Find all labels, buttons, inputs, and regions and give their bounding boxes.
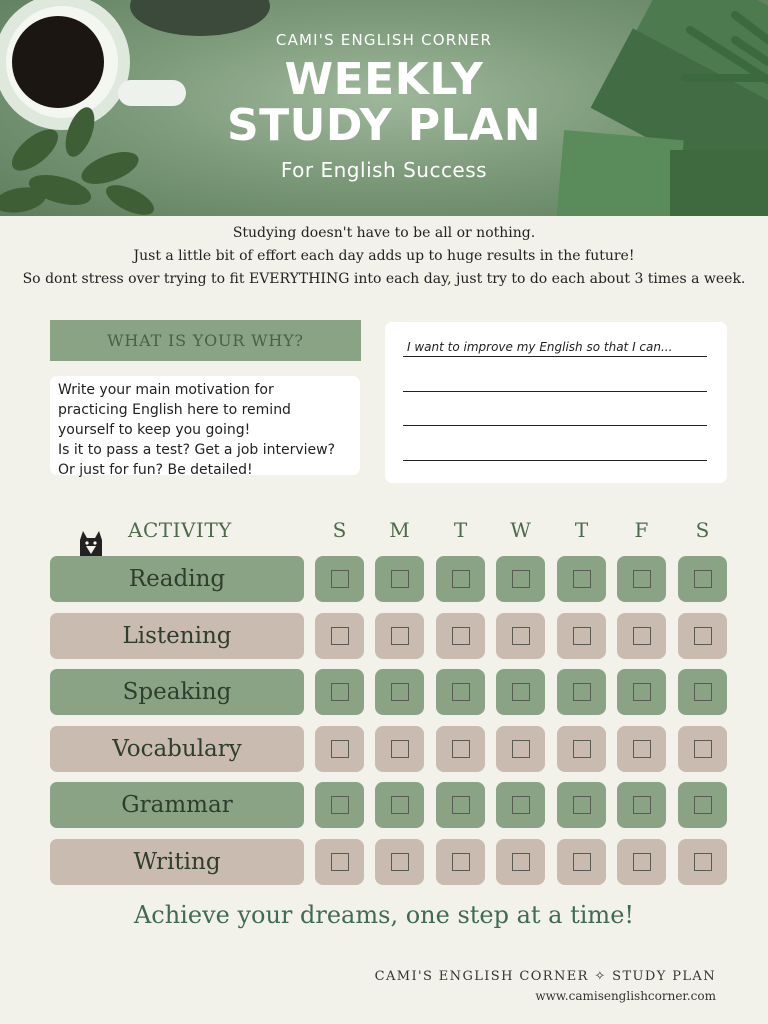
checkbox[interactable]	[573, 683, 591, 701]
activity-label-vocabulary: Vocabulary	[50, 726, 304, 772]
checkbox[interactable]	[391, 796, 409, 814]
subtitle: For English Success	[280, 158, 488, 182]
checkbox[interactable]	[512, 570, 530, 588]
footer-url[interactable]: www.camisenglishcorner.com	[535, 989, 716, 1003]
checkbox[interactable]	[331, 570, 349, 588]
activity-label-reading: Reading	[50, 556, 304, 602]
checkbox-cell-listening-tue[interactable]	[436, 613, 485, 659]
activity-label-grammar: Grammar	[50, 782, 304, 828]
checkbox[interactable]	[512, 627, 530, 645]
checkbox[interactable]	[633, 627, 651, 645]
checkbox-cell-speaking-sun[interactable]	[315, 669, 364, 715]
checkbox[interactable]	[331, 796, 349, 814]
tagline: Achieve your dreams, one step at a time!	[133, 901, 635, 929]
checkbox-cell-vocabulary-mon[interactable]	[375, 726, 424, 772]
checkbox[interactable]	[694, 627, 712, 645]
checkbox-cell-vocabulary-thu[interactable]	[557, 726, 606, 772]
activity-header: ACTIVITY	[128, 518, 232, 542]
checkbox-cell-writing-sun[interactable]	[315, 839, 364, 885]
checkbox-cell-reading-sat[interactable]	[678, 556, 727, 602]
checkbox[interactable]	[331, 627, 349, 645]
checkbox-cell-grammar-fri[interactable]	[617, 782, 666, 828]
checkbox-cell-grammar-sat[interactable]	[678, 782, 727, 828]
checkbox-cell-vocabulary-wed[interactable]	[496, 726, 545, 772]
checkbox[interactable]	[452, 853, 470, 871]
checkbox-cell-speaking-tue[interactable]	[436, 669, 485, 715]
activity-label-speaking: Speaking	[50, 669, 304, 715]
checkbox[interactable]	[633, 740, 651, 758]
header-banner	[0, 0, 768, 216]
checkbox-cell-reading-fri[interactable]	[617, 556, 666, 602]
day-header-sat: S	[695, 518, 710, 542]
intro-line-3: So dont stress over trying to fit EVERYTHING into each day, just try to do each about 3 times a week.	[22, 271, 746, 287]
brand-name: CAMI'S ENGLISH CORNER	[275, 31, 493, 49]
day-header-wed: W	[510, 518, 531, 542]
checkbox[interactable]	[694, 683, 712, 701]
checkbox[interactable]	[391, 683, 409, 701]
why-desc-line: practicing English here to remind	[58, 402, 291, 418]
writing-line[interactable]	[403, 460, 707, 461]
checkbox-cell-speaking-sat[interactable]	[678, 669, 727, 715]
checkbox[interactable]	[391, 570, 409, 588]
day-header-fri: F	[634, 518, 649, 542]
activity-label-writing: Writing	[50, 839, 304, 885]
checkbox-cell-vocabulary-sat[interactable]	[678, 726, 727, 772]
why-desc-line: Is it to pass a test? Get a job interview?	[58, 442, 336, 458]
title-line-1: WEEKLY	[284, 54, 484, 105]
checkbox-cell-grammar-mon[interactable]	[375, 782, 424, 828]
checkbox[interactable]	[331, 853, 349, 871]
checkbox-cell-listening-mon[interactable]	[375, 613, 424, 659]
checkbox[interactable]	[573, 796, 591, 814]
checkbox-cell-writing-sat[interactable]	[678, 839, 727, 885]
checkbox[interactable]	[452, 627, 470, 645]
checkbox-cell-reading-sun[interactable]	[315, 556, 364, 602]
checkbox-cell-speaking-fri[interactable]	[617, 669, 666, 715]
checkbox[interactable]	[512, 853, 530, 871]
why-label: WHAT IS YOUR WHY?	[50, 320, 361, 361]
writing-line[interactable]	[403, 356, 707, 357]
intro-line-2: Just a little bit of effort each day adds up to huge results in the future!	[133, 248, 635, 264]
title-line-2: STUDY PLAN	[226, 100, 542, 151]
why-desc-line: Or just for fun? Be detailed!	[58, 462, 253, 478]
checkbox[interactable]	[391, 740, 409, 758]
dog-icon	[76, 530, 106, 557]
checkbox[interactable]	[331, 740, 349, 758]
checkbox-cell-grammar-wed[interactable]	[496, 782, 545, 828]
checkbox-cell-reading-tue[interactable]	[436, 556, 485, 602]
writing-line[interactable]	[403, 425, 707, 426]
checkbox-cell-speaking-mon[interactable]	[375, 669, 424, 715]
day-header-thu: T	[574, 518, 589, 542]
checkbox-cell-writing-mon[interactable]	[375, 839, 424, 885]
activity-label-listening: Listening	[50, 613, 304, 659]
why-desc-line: yourself to keep you going!	[58, 422, 251, 438]
checkbox-cell-listening-wed[interactable]	[496, 613, 545, 659]
checkbox[interactable]	[633, 683, 651, 701]
checkbox-cell-vocabulary-sun[interactable]	[315, 726, 364, 772]
checkbox[interactable]	[694, 740, 712, 758]
why-writing-box[interactable]	[385, 322, 727, 483]
checkbox[interactable]	[512, 683, 530, 701]
checkbox-cell-reading-wed[interactable]	[496, 556, 545, 602]
checkbox-cell-listening-thu[interactable]	[557, 613, 606, 659]
checkbox[interactable]	[331, 683, 349, 701]
checkbox-cell-speaking-wed[interactable]	[496, 669, 545, 715]
checkbox[interactable]	[694, 570, 712, 588]
checkbox-cell-listening-sun[interactable]	[315, 613, 364, 659]
checkbox-cell-grammar-tue[interactable]	[436, 782, 485, 828]
checkbox-cell-reading-thu[interactable]	[557, 556, 606, 602]
checkbox-cell-writing-wed[interactable]	[496, 839, 545, 885]
day-header-mon: M	[389, 518, 410, 542]
checkbox-cell-writing-tue[interactable]	[436, 839, 485, 885]
checkbox-cell-speaking-thu[interactable]	[557, 669, 606, 715]
checkbox[interactable]	[633, 796, 651, 814]
checkbox-cell-reading-mon[interactable]	[375, 556, 424, 602]
checkbox[interactable]	[573, 570, 591, 588]
writing-line[interactable]	[403, 391, 707, 392]
checkbox-cell-vocabulary-fri[interactable]	[617, 726, 666, 772]
checkbox-cell-grammar-sun[interactable]	[315, 782, 364, 828]
checkbox-cell-grammar-thu[interactable]	[557, 782, 606, 828]
checkbox[interactable]	[452, 570, 470, 588]
checkbox[interactable]	[694, 853, 712, 871]
checkbox[interactable]	[633, 570, 651, 588]
checkbox[interactable]	[573, 853, 591, 871]
why-description	[50, 376, 360, 478]
intro-line-1: Studying doesn't have to be all or nothing.	[232, 225, 536, 241]
checkbox-cell-listening-sat[interactable]	[678, 613, 727, 659]
why-prompt: I want to improve my English so that I can...	[407, 340, 673, 354]
checkbox[interactable]	[694, 796, 712, 814]
checkbox[interactable]	[391, 627, 409, 645]
checkbox[interactable]	[573, 740, 591, 758]
checkbox[interactable]	[633, 853, 651, 871]
day-header-tue: T	[453, 518, 468, 542]
checkbox[interactable]	[573, 627, 591, 645]
checkbox[interactable]	[391, 853, 409, 871]
footer-brand: CAMI'S ENGLISH CORNER ✧ STUDY PLAN	[374, 969, 716, 984]
checkbox[interactable]	[452, 683, 470, 701]
checkbox-cell-writing-thu[interactable]	[557, 839, 606, 885]
checkbox-cell-listening-fri[interactable]	[617, 613, 666, 659]
checkbox[interactable]	[512, 740, 530, 758]
checkbox-cell-vocabulary-tue[interactable]	[436, 726, 485, 772]
checkbox[interactable]	[512, 796, 530, 814]
checkbox-cell-writing-fri[interactable]	[617, 839, 666, 885]
day-header-sun: S	[332, 518, 347, 542]
checkbox[interactable]	[452, 740, 470, 758]
why-desc-line: Write your main motivation for	[58, 382, 274, 398]
checkbox[interactable]	[452, 796, 470, 814]
